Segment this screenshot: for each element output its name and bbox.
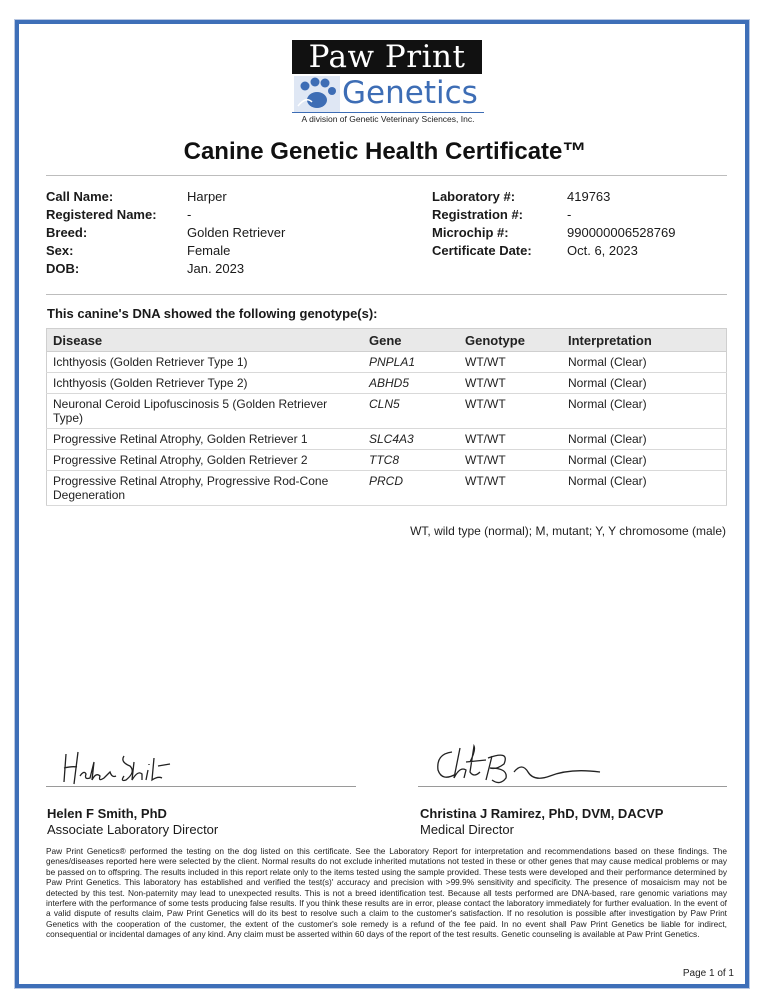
table-row [47, 394, 727, 429]
interpretation-cell: Normal (Clear) [562, 471, 727, 506]
info-value: - [567, 207, 572, 222]
table-row [47, 471, 727, 506]
signature-line [46, 786, 356, 787]
info-row [432, 242, 675, 260]
gene-cell: TTC8 [363, 450, 459, 471]
info-row [46, 224, 285, 242]
gene-cell: PRCD [363, 471, 459, 506]
table-row [47, 373, 727, 394]
column-header-disease: Disease [47, 329, 364, 352]
info-value: 990000006528769 [567, 225, 676, 240]
disease-cell: Progressive Retinal Atrophy, Golden Retriever 1 [47, 429, 364, 450]
interpretation-cell: Normal (Clear) [562, 373, 727, 394]
signature-christina-ramirez [430, 742, 610, 790]
genotype-cell: WT/WT [459, 394, 562, 429]
info-label: Certificate Date: [432, 243, 532, 258]
table-row [47, 450, 727, 471]
signature-line [418, 786, 727, 787]
page-number: Page 1 of 1 [682, 968, 734, 979]
page-title: Canine Genetic Health Certificate™ [183, 138, 587, 165]
genotype-cell: WT/WT [459, 429, 562, 450]
info-row [46, 188, 285, 206]
table-header-row [47, 329, 727, 352]
info-value: Golden Retriever [187, 225, 286, 240]
dog-info-right [432, 188, 675, 260]
info-row [432, 206, 675, 224]
info-row [46, 206, 285, 224]
info-label: DOB: [46, 261, 80, 276]
signatory-role: Medical Director [420, 822, 514, 837]
disease-cell: Neuronal Ceroid Lipofuscinosis 5 (Golden Retriever Type) [47, 394, 364, 429]
logo-wordmark-top: Paw Print [292, 40, 482, 74]
interpretation-cell: Normal (Clear) [562, 450, 727, 471]
paw-print-icon [294, 76, 340, 112]
column-header-genotype: Genotype [459, 329, 562, 352]
genotype-cell: WT/WT [459, 352, 562, 373]
signatory-name: Helen F Smith, PhD [47, 806, 167, 821]
genotype-cell: WT/WT [459, 373, 562, 394]
genotype-heading: This canine's DNA showed the following genotype(s): [47, 306, 378, 321]
info-value: Female [187, 243, 231, 258]
disease-cell: Ichthyosis (Golden Retriever Type 1) [47, 352, 364, 373]
column-header-gene: Gene [363, 329, 459, 352]
disease-cell: Progressive Retinal Atrophy, Golden Retriever 2 [47, 450, 364, 471]
disease-cell: Ichthyosis (Golden Retriever Type 2) [47, 373, 364, 394]
info-label: Registered Name: [46, 207, 157, 222]
gene-cell: CLN5 [363, 394, 459, 429]
genotype-cell: WT/WT [459, 471, 562, 506]
logo-tagline: A division of Genetic Veterinary Sciences, Inc. [292, 112, 484, 124]
signature-helen-smith [58, 748, 178, 788]
dog-info-left [46, 188, 285, 278]
info-row [432, 188, 675, 206]
info-label: Sex: [46, 243, 74, 258]
signatory-name: Christina J Ramirez, PhD, DVM, DACVP [420, 806, 664, 821]
table-row [47, 429, 727, 450]
genotype-cell: WT/WT [459, 450, 562, 471]
signatory-role: Associate Laboratory Director [47, 822, 219, 837]
title-divider [46, 175, 727, 176]
legal-disclaimer: Paw Print Genetics® performed the testing on the dog listed on this certificate. See the Laboratory Report for interpretation and recommendations based on these findings. The genes/diseases reported here were selected by the client. Normal results do not exclude inherited mutations not tested in these or other genes that may cause medical problems or may be passed on to offspring. The results included in this report relate only to the items tested using the sample provided. These tests were developed and their performance determined by Paw Print Genetics. This laboratory has established and verified the test(s)' accuracy and precision with >99.9% sensitivity and specificity. The presence of mosaicism may not be detected by this test. Non-paternity may lead to unexpected results. This is not a breed identification test. Because all tests performed are DNA-based, rare genomic variations may interfere with the performance of some tests producing false results. If you think these results are in error, please contact the laboratory immediately for further evaluation. In the event of a valid dispute of results claim, Paw Print Genetics will do its best to resolve such a claim to the customer's satisfaction. If no resolution is possible after investigation by Paw Print Genetics with the cooperation of the customer, the extent of the customer's sole remedy is a refund of the fee paid. In no event shall Paw Print Genetics be liable for indirect, consequential or incidental damages of any kind. Any claim must be asserted within 60 days of the report of the test results. Genetic counseling is available at Paw Print Genetics. [46, 846, 727, 940]
interpretation-cell: Normal (Clear) [562, 394, 727, 429]
genotype-table [46, 328, 727, 506]
info-value: Jan. 2023 [187, 261, 245, 276]
gene-cell: SLC4A3 [363, 429, 459, 450]
info-label: Call Name: [46, 189, 114, 204]
company-logo [292, 40, 484, 126]
interpretation-cell: Normal (Clear) [562, 352, 727, 373]
info-value: 419763 [567, 189, 611, 204]
genotype-legend: WT, wild type (normal); M, mutant; Y, Y chromosome (male) [410, 524, 726, 538]
info-label: Registration #: [432, 207, 524, 222]
logo-wordmark-bottom: Genetics [342, 75, 478, 111]
gene-cell: ABHD5 [363, 373, 459, 394]
gene-cell: PNPLA1 [363, 352, 459, 373]
disease-cell: Progressive Retinal Atrophy, Progressive Rod-Cone Degeneration [47, 471, 364, 506]
info-label: Laboratory #: [432, 189, 516, 204]
section-divider [46, 294, 727, 295]
info-label: Breed: [46, 225, 88, 240]
info-row [432, 224, 675, 242]
info-value: Oct. 6, 2023 [567, 243, 638, 258]
interpretation-cell: Normal (Clear) [562, 429, 727, 450]
info-row [46, 260, 285, 278]
table-row [47, 352, 727, 373]
info-value: - [187, 207, 192, 222]
column-header-interpretation: Interpretation [562, 329, 727, 352]
info-label: Microchip #: [432, 225, 509, 240]
info-value: Harper [187, 189, 227, 204]
info-row [46, 242, 285, 260]
